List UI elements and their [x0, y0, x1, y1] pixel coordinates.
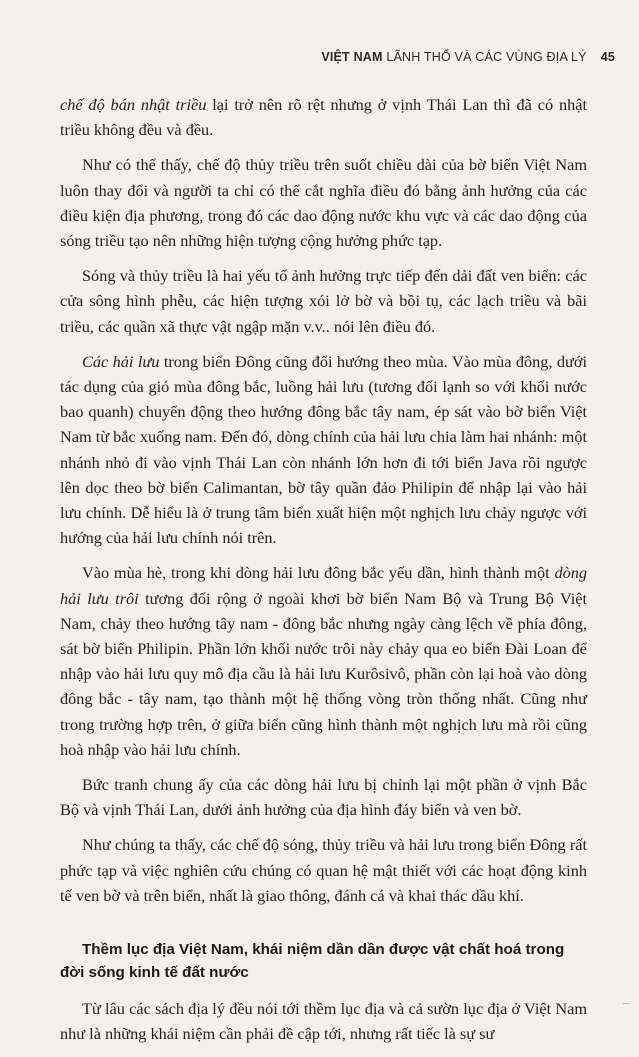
page-edge-mark	[623, 1003, 629, 1004]
paragraph-text: Như chúng ta thấy, các chế độ sóng, thủy triều và hải lưu trong biển Đông rất phức tạp và việc nghiên cứu chúng có quan hệ mật thiết với các hoạt động kinh tế ven bờ và trên biển, nhất là giao thông, đánh cá và khai thác dầu khí.	[60, 835, 587, 905]
paragraph-6	[60, 772, 587, 822]
italic-term: Các hải lưu	[82, 351, 160, 371]
header-title-rest: LÃNH THỔ VÀ CÁC VÙNG ĐỊA LÝ	[382, 50, 587, 64]
paragraph-3	[60, 263, 587, 339]
paragraph-8	[60, 996, 587, 1046]
italic-term: chế độ bán nhật triều	[60, 95, 207, 114]
paragraph-text: Từ lâu các sách địa lý đều nói tới thềm lục địa và cả sườn lục địa ở Việt Nam như là những khái niệm cần phải đề cập tới, nhưng rất tiếc là sự sư	[60, 999, 587, 1044]
paragraph-1	[60, 92, 587, 142]
paragraph-2	[60, 152, 587, 253]
paragraph-text: Như có thể thấy, chế độ thủy triều trên suốt chiều dài của bờ biển Việt Nam luôn thay đổi và người ta chỉ có thể cắt nghĩa điều đó bằng ảnh hưởng của các điều kiện địa phương, trong đó các dao động nước khu vực và các dao động của sóng triều tạo nên những hiện tượng cộng hưởng phức tạp.	[60, 155, 587, 251]
running-header	[60, 50, 615, 68]
paragraph-4	[60, 349, 587, 551]
paragraph-5	[60, 560, 587, 762]
paragraph-text: Vào mùa hè, trong khi dòng hải lưu đông bắc yếu dần, hình thành một	[82, 563, 555, 583]
paragraph-7	[60, 832, 587, 908]
paragraph-text: Bức tranh chung ấy của các dòng hải lưu bị chỉnh lại một phần ở vịnh Bắc Bộ và vịnh Thái Lan, dưới ảnh hưởng của địa hình đáy biển và ven bờ.	[60, 775, 587, 820]
page-number: 45	[600, 50, 615, 64]
paragraph-text: trong biển Đông cũng đổi hướng theo mùa. Vào mùa đông, dưới tác dụng của gió mùa đông bắc, luồng hải lưu (tương đối lạnh so với khối nước bao quanh) chuyển động theo hướng đông bắc tây nam, ép sát vào bờ biển Việt Nam từ bắc xuống nam. Đến đó, dòng chính của hải lưu chia làm hai nhánh: một nhánh nhỏ đi vào vịnh Thái Lan còn nhánh lớn hơn đi tới biển Java rồi ngược lên dọc theo bờ biển Calimantan, bờ tây quần đảo Philipin để nhập lại vào hải lưu chính. Dễ hiểu là ở trung tâm biển xuất hiện một nghịch lưu chảy ngược với hướng của hải lưu chính nói trên.	[60, 351, 587, 548]
italic-term: dòng hải lưu trôi	[60, 563, 587, 608]
section-heading: Thềm lục địa Việt Nam, khái niệm dần dần được vật chất hoá trong đời sống kinh tế đất nước	[60, 941, 565, 982]
paragraph-text: lại trở nên rõ rệt nhưng ở vịnh Thái Lan thì đã có nhật triều không đều và đều.	[60, 95, 587, 140]
header-title-bold: VIỆT NAM	[321, 50, 383, 64]
page-body	[60, 92, 587, 1057]
paragraph-text: Sóng và thủy triều là hai yếu tố ảnh hưởng trực tiếp đến dải đất ven biển: các cửa sông hình phễu, các hiện tượng xói lở bờ và bồi tụ, các lạch triều và bãi triều, các quần xã thực vật ngập mặn v.v.. nói lên điều đó.	[60, 266, 587, 336]
paragraph-text: tương đối rộng ở ngoài khơi bờ biển Nam Bộ và Trung Bộ Việt Nam, chảy theo hướng tây nam - đông bắc nhưng ngày càng lệch về phía đông, sát bờ biển Philipin. Phần lớn khối nước trôi này chảy qua eo biển Đài Loan để nhập vào hải lưu quy mô địa cầu là hải lưu Kurôsivô, phần còn lại hoà vào dòng đông bắc - tây nam, tạo thành một hệ thống vòng tròn thống nhất. Cũng như trong trường hợp trên, ở giữa biển cũng hình thành một nghịch lưu mà rồi cũng hoà nhập vào hải lưu chính.	[60, 588, 588, 759]
